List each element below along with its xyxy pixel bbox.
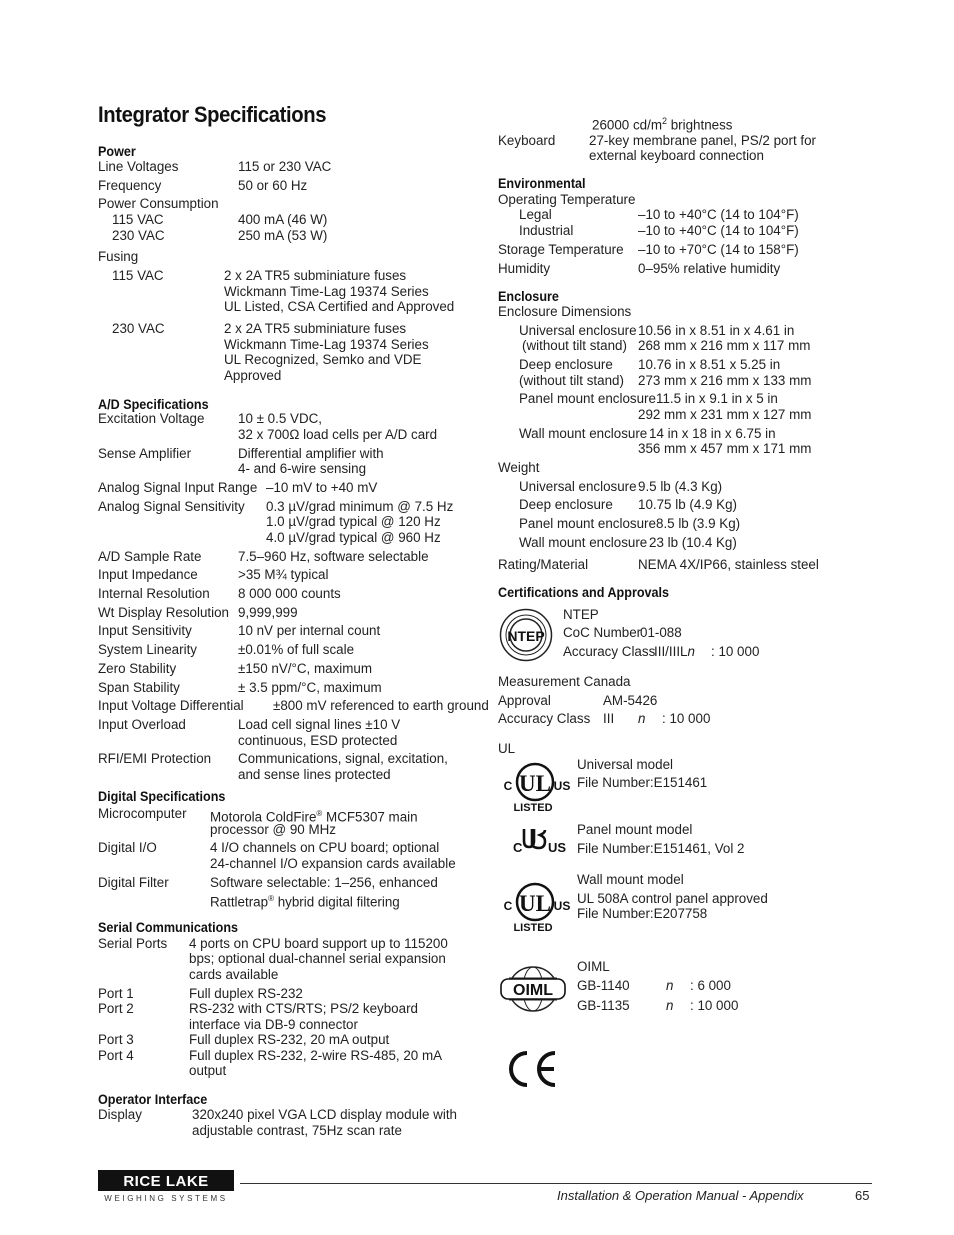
w-universal-label: Universal enclosure xyxy=(519,479,637,494)
linearity-label: System Linearity xyxy=(98,642,197,657)
frequency-value: 50 or 60 Hz xyxy=(238,178,308,193)
port3-value: Full duplex RS-232, 20 mA output xyxy=(189,1032,390,1047)
micro-l1: Motorola ColdFire® MCF5307 main xyxy=(210,809,418,825)
filter-l1: Software selectable: 1–256, enhanced xyxy=(210,875,438,890)
power-heading: Power xyxy=(98,143,136,159)
sample-rate-label: A/D Sample Rate xyxy=(98,549,202,564)
rating-label: Rating/Material xyxy=(498,557,589,572)
w-deep-label: Deep enclosure xyxy=(519,497,613,512)
rating-value: NEMA 4X/IP66, stainless steel xyxy=(638,557,819,572)
deep-label: Deep enclosure xyxy=(519,357,613,372)
port2-l2: interface via DB-9 connector xyxy=(189,1017,358,1032)
port2-label: Port 2 xyxy=(98,1001,134,1016)
industrial-label: Industrial xyxy=(519,223,574,238)
io-l2: 24-channel I/O expansion cards available xyxy=(210,856,456,871)
ul-listed-logo-icon xyxy=(499,878,571,934)
oiml-r2-value: : 10 000 xyxy=(690,998,739,1013)
footer-manual-title: Installation & Operation Manual - Appendix xyxy=(557,1188,804,1203)
page-number: 65 xyxy=(855,1188,870,1203)
oiml-r2-label: GB-1135 xyxy=(577,998,630,1013)
resolution-label: Internal Resolution xyxy=(98,586,210,601)
oiml-r2-n: n xyxy=(666,998,674,1013)
legal-label: Legal xyxy=(519,207,552,222)
deep-l2: 273 mm x 216 mm x 133 mm xyxy=(638,373,812,388)
ul-universal-model: Universal model xyxy=(577,757,674,772)
display-label: Display xyxy=(98,1107,142,1122)
zero-value: ±150 nV/°C, maximum xyxy=(238,661,373,676)
svg-text:US: US xyxy=(553,899,571,913)
svg-text:OIML: OIML xyxy=(513,982,553,999)
port1-value: Full duplex RS-232 xyxy=(189,986,303,1001)
industrial-value: –10 to +40°C (14 to 104°F) xyxy=(638,223,799,238)
deep-l1: 10.76 in x 8.51 x 5.25 in xyxy=(638,357,781,372)
excitation-l1: 10 ± 0.5 VDC, xyxy=(238,411,323,426)
micro-label: Microcomputer xyxy=(98,806,187,821)
ul-wall-model: Wall mount model xyxy=(577,872,684,887)
overload-l2: continuous, ESD protected xyxy=(238,733,398,748)
fusing-230-l2: Wickmann Time-Lag 19374 Series xyxy=(224,337,429,352)
keyboard-l1: 27-key membrane panel, PS/2 port for xyxy=(589,133,817,148)
pc-230-label: 230 VAC xyxy=(112,228,165,243)
mc-name: Measurement Canada xyxy=(498,674,631,689)
ul-panel-file: File Number:E151461, Vol 2 xyxy=(577,841,745,856)
micro-l2: processor @ 90 MHz xyxy=(210,822,336,837)
svg-text:LISTED: LISTED xyxy=(513,922,553,934)
sample-rate-value: 7.5–960 Hz, software selectable xyxy=(238,549,429,564)
svg-text:UL: UL xyxy=(519,771,551,796)
w-universal-value: 9.5 lb (4.3 Kg) xyxy=(638,479,723,494)
serial-ports-l3: cards available xyxy=(189,967,279,982)
port3-label: Port 3 xyxy=(98,1032,134,1047)
ul-listed-logo-icon xyxy=(499,758,571,814)
fusing-115-l2: Wickmann Time-Lag 19374 Series xyxy=(224,284,429,299)
ul-panel-model: Panel mount model xyxy=(577,822,693,837)
svg-text:LISTED: LISTED xyxy=(513,802,553,814)
svg-text:UL: UL xyxy=(519,891,551,916)
excitation-label: Excitation Voltage xyxy=(98,411,205,426)
overload-l1: Load cell signal lines ±10 V xyxy=(238,717,401,732)
wall-l1: 14 in x 18 in x 6.75 in xyxy=(649,426,776,441)
mc-approval-label: Approval xyxy=(498,693,551,708)
sense-l1: Differential amplifier with xyxy=(238,446,384,461)
frequency-label: Frequency xyxy=(98,178,162,193)
storage-value: –10 to +70°C (14 to 158°F) xyxy=(638,242,799,257)
svg-text:C: C xyxy=(503,899,513,913)
line-voltages-value: 115 or 230 VAC xyxy=(238,159,332,174)
input-range-label: Analog Signal Input Range xyxy=(98,480,258,495)
brightness: 26000 $cd/m^2$ brightness xyxy=(592,116,733,133)
pc-230-value: 250 mA (53 W) xyxy=(238,228,328,243)
ntep-acc-label: Accuracy Class xyxy=(563,644,656,659)
ntep-coc-value: 01-088 xyxy=(640,625,682,640)
universal-l2: 268 mm x 216 mm x 117 mm xyxy=(638,338,811,353)
display-l1: 320x240 pixel VGA LCD display module with xyxy=(192,1107,457,1122)
fusing-115-l3: UL Listed, CSA Certified and Approved xyxy=(224,299,455,314)
input-sens-value: 10 nV per internal count xyxy=(238,623,381,638)
page-title: Integrator Specifications xyxy=(98,102,327,127)
legal-value: –10 to +40°C (14 to 104°F) xyxy=(638,207,799,222)
w-panel-label: Panel mount enclosure xyxy=(519,516,656,531)
w-panel-value: 8.5 lb (3.9 Kg) xyxy=(656,516,741,531)
fusing-230-label: 230 VAC xyxy=(112,321,165,336)
wall-label: Wall mount enclosure xyxy=(519,426,648,441)
rfi-label: RFI/EMI Protection xyxy=(98,751,212,766)
environmental-heading: Environmental xyxy=(498,175,586,191)
ntep-acc-class: III/IIILn xyxy=(654,644,695,659)
wall-l2: 356 mm x 457 mm x 171 mm xyxy=(638,441,812,456)
input-sens-label: Input Sensitivity xyxy=(98,623,192,638)
w-wall-value: 23 lb (10.4 Kg) xyxy=(649,535,737,550)
fusing-230-l1: 2 x 2A TR5 subminiature fuses xyxy=(224,321,407,336)
input-range-value: –10 mV to +40 mV xyxy=(266,480,378,495)
ul-universal-file: File Number:E151461 xyxy=(577,775,708,790)
panel-label: Panel mount enclosure xyxy=(519,391,656,406)
impedance-value: >35 M¾ typical xyxy=(238,567,329,582)
oiml-name: OIML xyxy=(577,959,610,974)
humidity-value: 0–95% relative humidity xyxy=(638,261,781,276)
serial-ports-l1: 4 ports on CPU board support up to 115200 xyxy=(189,936,448,951)
ul-recognized-logo-icon xyxy=(502,826,566,856)
ntep-acc-value: : 10 000 xyxy=(711,644,760,659)
rice-lake-logo-icon xyxy=(98,1170,236,1204)
svg-text:US: US xyxy=(553,779,571,793)
enclosure-dims-label: Enclosure Dimensions xyxy=(498,304,632,319)
keyboard-label: Keyboard xyxy=(498,133,556,148)
wt-display-value: 9,999,999 xyxy=(238,605,298,620)
w-deep-value: 10.75 lb (4.9 Kg) xyxy=(638,497,738,512)
rfi-l1: Communications, signal, excitation, xyxy=(238,751,448,766)
mc-acc-value: : 10 000 xyxy=(662,711,711,726)
filter-l2: Rattletrap® hybrid digital filtering xyxy=(210,894,400,910)
svg-text:WEIGHING SYSTEMS: WEIGHING SYSTEMS xyxy=(104,1194,228,1203)
operator-heading: Operator Interface xyxy=(98,1091,208,1107)
linearity-value: ±0.01% of full scale xyxy=(238,642,355,657)
oiml-r1-value: : 6 000 xyxy=(690,978,731,993)
w-wall-label: Wall mount enclosure xyxy=(519,535,648,550)
mc-n: n xyxy=(638,711,646,726)
io-label: Digital I/O xyxy=(98,840,157,855)
port4-label: Port 4 xyxy=(98,1048,134,1063)
sense-label: Sense Amplifier xyxy=(98,446,192,461)
footer-rule xyxy=(240,1183,872,1184)
port2-l1: RS-232 with CTS/RTS; PS/2 keyboard xyxy=(189,1001,418,1016)
filter-label: Digital Filter xyxy=(98,875,169,890)
oiml-logo-icon xyxy=(498,964,568,1014)
port1-label: Port 1 xyxy=(98,986,134,1001)
fusing-label: Fusing xyxy=(98,249,139,264)
digital-heading: Digital Specifications xyxy=(98,788,226,804)
power-consumption-label: Power Consumption xyxy=(98,196,219,211)
impedance-label: Input Impedance xyxy=(98,567,198,582)
serial-ports-label: Serial Ports xyxy=(98,936,168,951)
span-label: Span Stability xyxy=(98,680,180,695)
storage-label: Storage Temperature xyxy=(498,242,624,257)
keyboard-l2: external keyboard connection xyxy=(589,148,764,163)
universal-l1: 10.56 in x 8.51 in x 4.61 in xyxy=(638,323,795,338)
sense-l2: 4- and 6-wire sensing xyxy=(238,461,367,476)
fusing-115-label: 115 VAC xyxy=(112,268,164,283)
panel-l1: 11.5 in x 9.1 in x 5 in xyxy=(656,391,778,406)
ul-wall-file: File Number:E207758 xyxy=(577,906,708,921)
humidity-label: Humidity xyxy=(498,261,551,276)
differential-label: Input Voltage Differential xyxy=(98,698,244,713)
display-l2: adjustable contrast, 75Hz scan rate xyxy=(192,1123,402,1138)
differential-value: ±800 mV referenced to earth ground xyxy=(273,698,489,713)
universal-label: Universal enclosure xyxy=(519,323,637,338)
mc-approval-value: AM-5426 xyxy=(603,693,658,708)
pc-115-label: 115 VAC xyxy=(112,212,164,227)
wt-display-label: Wt Display Resolution xyxy=(98,605,229,620)
deep-label2: (without tilt stand) xyxy=(519,373,624,388)
sensitivity-label: Analog Signal Sensitivity xyxy=(98,499,245,514)
panel-l2: 292 mm x 231 mm x 127 mm xyxy=(638,407,812,422)
zero-label: Zero Stability xyxy=(98,661,177,676)
universal-label2: (without tilt stand) xyxy=(522,338,627,353)
svg-text:US: US xyxy=(548,840,566,855)
sensitivity-l3: 4.0 µV/grad typical @ 960 Hz xyxy=(266,530,441,545)
ntep-coc-label: CoC Number xyxy=(563,625,642,640)
op-temp-label: Operating Temperature xyxy=(498,192,636,207)
ul-name: UL xyxy=(498,741,516,756)
sensitivity-l1: 0.3 µV/grad minimum @ 7.5 Hz xyxy=(266,499,454,514)
ul-wall-l2: UL 508A control panel approved xyxy=(577,891,768,906)
fusing-230-l4: Approved xyxy=(224,368,282,383)
ce-mark-icon xyxy=(505,1049,561,1089)
fusing-115-l1: 2 x 2A TR5 subminiature fuses xyxy=(224,268,407,283)
enclosure-heading: Enclosure xyxy=(498,288,559,304)
svg-text:C: C xyxy=(513,840,523,855)
overload-label: Input Overload xyxy=(98,717,186,732)
svg-text:CE: CE xyxy=(505,1049,507,1050)
mc-acc-class: III xyxy=(603,711,615,726)
svg-text:RICE LAKE: RICE LAKE xyxy=(123,1173,209,1190)
pc-115-value: 400 mA (46 W) xyxy=(238,212,328,227)
mc-acc-label: Accuracy Class xyxy=(498,711,591,726)
oiml-r1-label: GB-1140 xyxy=(577,978,630,993)
serial-ports-l2: bps; optional dual-channel serial expansion xyxy=(189,951,446,966)
oiml-r1-n: n xyxy=(666,978,674,993)
sensitivity-l2: 1.0 µV/grad typical @ 120 Hz xyxy=(266,514,441,529)
io-l1: 4 I/O channels on CPU board; optional xyxy=(210,840,440,855)
rfi-l2: and sense lines protected xyxy=(238,767,391,782)
line-voltages-label: Line Voltages xyxy=(98,159,179,174)
certs-heading: Certifications and Approvals xyxy=(498,584,670,600)
excitation-l2: 32 x 700Ω load cells per A/D card xyxy=(238,427,438,442)
svg-text:C: C xyxy=(503,779,513,793)
resolution-value: 8 000 000 counts xyxy=(238,586,341,601)
ad-heading: A/D Specifications xyxy=(98,396,209,412)
ntep-logo-text: NTEP xyxy=(507,628,545,644)
serial-heading: Serial Communications xyxy=(98,919,239,935)
span-value: ± 3.5 ppm/°C, maximum xyxy=(238,680,382,695)
weight-label: Weight xyxy=(498,460,540,475)
fusing-230-l3: UL Recognized, Semko and VDE xyxy=(224,352,422,367)
ntep-seal-icon xyxy=(499,608,553,662)
ntep-name: NTEP xyxy=(563,607,599,622)
port4-l1: Full duplex RS-232, 2-wire RS-485, 20 mA xyxy=(189,1048,443,1063)
port4-l2: output xyxy=(189,1063,227,1078)
